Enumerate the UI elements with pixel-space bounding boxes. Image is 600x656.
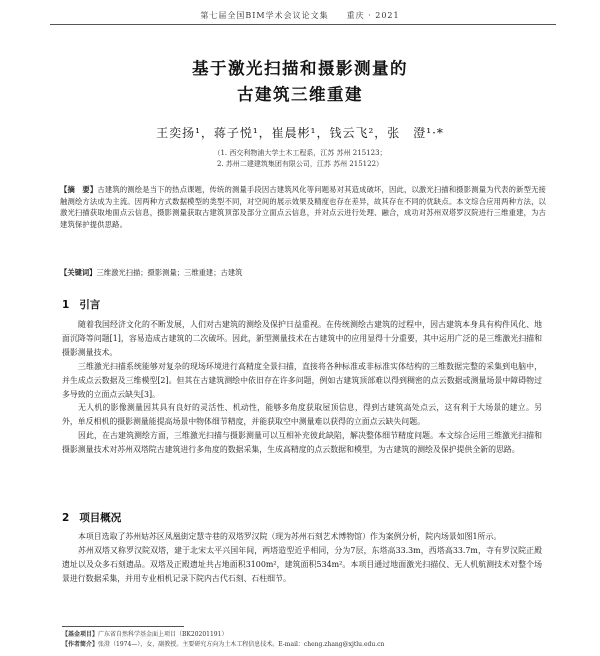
paragraph: 本项目选取了苏州姑苏区凤凰街定慧寺巷的双塔罗汉院（现为苏州石刻艺术博物馆）作为案例分析，院内场景如图1所示。: [78, 532, 502, 541]
author-bio-text: 张澄（1974—），女，副教授。主要研究方向为土木工程信息技术。E-mail：cheng.zhang@xjtlu.edu.cn: [98, 641, 385, 648]
footnotes: [62, 630, 552, 650]
footnote-author: [62, 640, 552, 650]
paragraph: 无人机的影像测量因其具有良好的灵活性、机动性，能够多角度获取屋顶信息，得到古建筑高处点云，这有利于大场景的建立。另外，单反相机的摄影测量能提高场景中物体细节精度，并能获取空中测量难以获得的立面点云缺失问题。: [62, 403, 542, 427]
keywords-label: 【关键词】: [60, 268, 97, 277]
title-line-1: 基于激光扫描和摄影测量的: [192, 59, 408, 78]
section-body-introduction: [62, 318, 542, 457]
title-line-2: 古建筑三维重建: [237, 85, 363, 104]
paper-title: [0, 56, 600, 108]
section-number: 2: [62, 512, 70, 524]
footnote-rule: [62, 626, 184, 627]
paragraph: 苏州双塔又称罗汉院双塔，建于北宋太平兴国年间，两塔造型近乎相同，分为7层，东塔高33.3m，西塔高33.7m，寺有罗汉院正殿遗址以及众多石刻遗品。双塔及正殿遗址共占地面积3100m²，建筑面积534m²。本项目通过地面激光扫描仪、无人机航测技术对整个场景进行数据采集，并用专业相机记录下院内古代石刻、石柱细节。: [62, 545, 542, 583]
abstract: [60, 184, 546, 230]
paragraph: 随着我国经济文化的不断发展，人们对古建筑的测绘及保护日益重视。在传统测绘古建筑的过程中，因古建筑本身具有构件风化、地面沉降等问题[1]，容易造成古建筑的二次破坏。因此，新型测量技术在古建筑中的应用显得十分重要，其中运用广泛的是三维激光扫描和摄影测量技术。: [62, 320, 542, 357]
keywords-text: 三维激光扫描；摄影测量；三维重建；古建筑: [96, 268, 243, 277]
footnote-fund: [62, 630, 552, 640]
section-title: 引言: [79, 299, 101, 311]
section-title: 项目概况: [79, 512, 122, 524]
affiliation-2: 2. 苏州二建建筑集团有限公司，江苏 苏州 215122）: [216, 160, 384, 168]
abstract-text: 古建筑的测绘是当下的热点课题，传统的测量手段因古建筑风化等问题易对其造成破坏，因此，以激光扫描和摄影测量为代表的新型无接触测绘方法成为主流。因两种方式数据模型的类型不同，对空间的展示效果及精度也存在差异，故其存在不同的优缺点。本文综合应用两种方法，以激光扫描获取地面点云信息，摄影测量获取古建筑顶部及部分立面点云信息，并对点云进行处理、融合，成功对苏州双塔罗汉院进行三维重建，为古建筑保护提供思路。: [60, 185, 546, 229]
fund-label: 【基金项目】: [62, 631, 99, 638]
abstract-label: 【摘 要】: [60, 185, 98, 194]
paragraph: 因此，在古建筑测绘方面，三维激光扫描与摄影测量可以互相补充彼此缺陷，解决整体细节精度问题。本文综合运用三维激光扫描和摄影测量技术对苏州双塔院古建筑进行多角度的数据采集，生成高精度的点云数据和模型，为古建筑的测绘及保护提供全新的思路。: [62, 431, 542, 455]
fund-text: 广东省自然科学基金面上项目（BK20201191）: [98, 631, 228, 638]
author-bio-label: 【作者简介】: [62, 641, 99, 648]
section-heading-introduction: [62, 297, 100, 312]
header-rule: [50, 24, 556, 25]
section-number: 1: [62, 299, 70, 311]
affiliations: [0, 148, 600, 170]
section-heading-project-overview: [62, 510, 121, 525]
keywords: [60, 267, 546, 278]
affiliation-1: （1. 西交利物浦大学土木工程系，江苏 苏州 215123；: [213, 149, 387, 157]
author-list: 王奕扬¹，蒋子悦¹，崔晨彬¹，钱云飞²，张 澄¹·*: [156, 126, 444, 140]
running-head: 第七届全国BIM学术会议论文集 重庆 · 2021: [200, 11, 400, 20]
section-body-project-overview: [62, 530, 542, 586]
paragraph: 三维激光扫描系统能够对复杂的现场环境进行高精度全景扫描，直接将各种标准或非标准实体结构的三维数据完整的采集到电脑中，并生成点云数据及三维模型[2]。但其在古建筑测绘中依旧存在许多问题，例如古建筑顶部难以得到稠密的点云数据或测量场景中障碍物过多导致的立面点云缺失[3]。: [62, 361, 542, 399]
